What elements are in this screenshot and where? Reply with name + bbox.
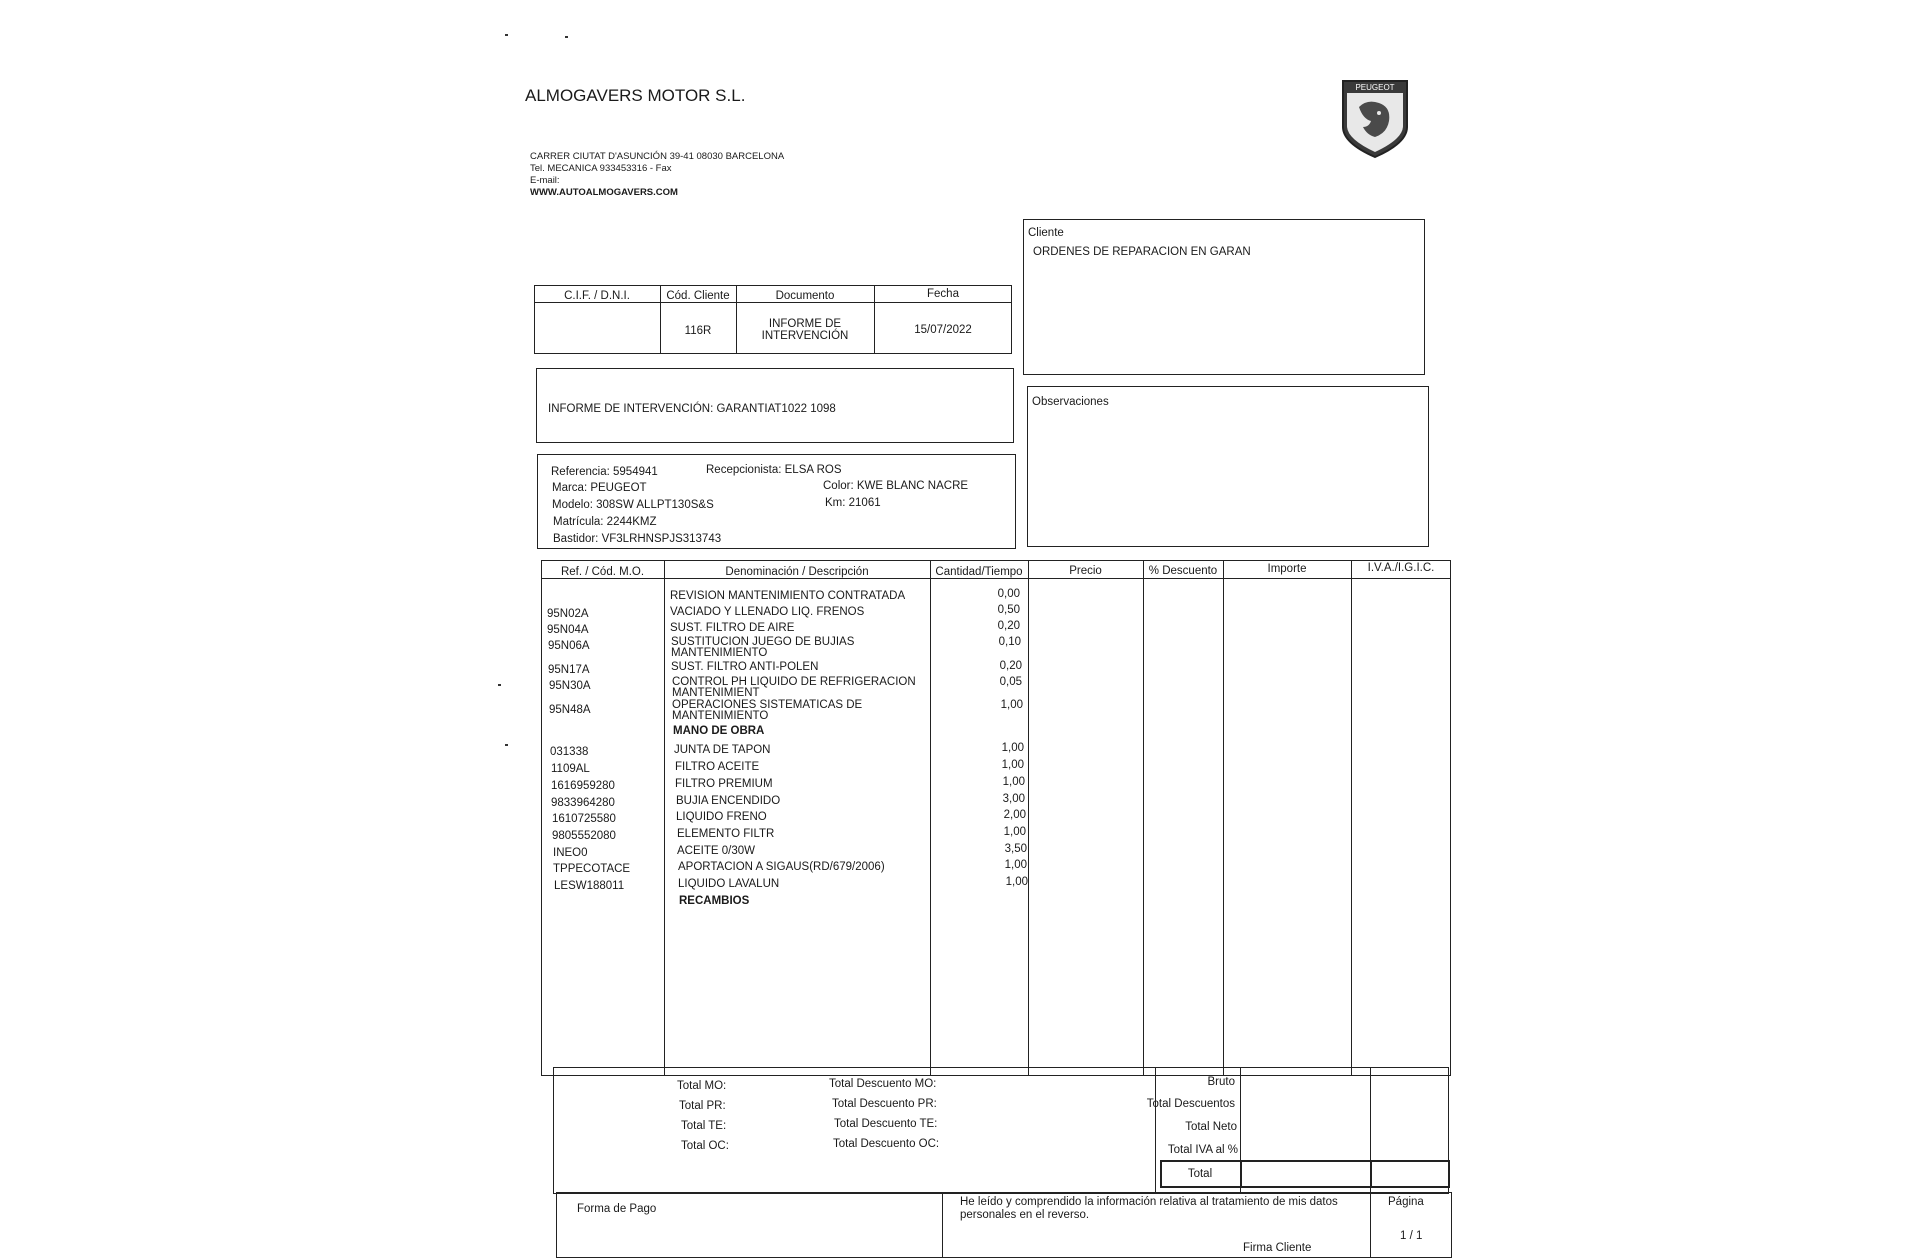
scan-speck	[498, 684, 501, 686]
line-desc: VACIADO Y LLENADO LIQ. FRENOS	[670, 606, 865, 618]
part-qty: 3,00	[1002, 793, 1025, 805]
cod-cliente-value: 116R	[684, 325, 712, 337]
vehicle-km: Km: 21061	[825, 497, 881, 509]
header-documento: Documento	[775, 290, 835, 302]
company-address: CARRER CIUTAT D'ASUNCIÓN 39-41 08030 BARCELONA	[530, 151, 785, 162]
col-header-ref: Ref. / Cód. M.O.	[560, 566, 645, 578]
company-name: ALMOGAVERS MOTOR S.L.	[525, 86, 746, 105]
part-qty: 1,00	[1002, 776, 1025, 788]
part-desc: BUJIA ENCENDIDO	[676, 795, 781, 807]
col-header-desc: Denominación / Descripción	[725, 566, 869, 578]
part-desc: APORTACION A SIGAUS(RD/679/2006)	[678, 861, 885, 873]
total-descuento-mo-label: Total Descuento MO:	[829, 1078, 937, 1090]
total-oc-label: Total OC:	[681, 1140, 729, 1152]
scan-speck	[565, 36, 568, 38]
col-header-precio: Precio	[1069, 565, 1102, 577]
scan-speck	[505, 34, 508, 36]
line-ref: 95N48A	[549, 704, 591, 716]
total-descuentos-label: Total Descuentos	[1146, 1098, 1235, 1110]
bruto-label: Bruto	[1207, 1076, 1235, 1088]
header-cod-cliente: Cód. Cliente	[666, 290, 730, 302]
pagina-label: Página	[1388, 1196, 1424, 1208]
vehicle-modelo: Modelo: 308SW ALLPT130S&S	[552, 499, 714, 511]
part-qty: 1,00	[1001, 742, 1024, 754]
vehicle-bastidor: Bastidor: VF3LRHNSPJS313743	[553, 533, 722, 545]
part-desc: ACEITE 0/30W	[677, 845, 755, 857]
company-web: WWW.AUTOALMOGAVERS.COM	[530, 187, 678, 198]
line-desc: SUST. FILTRO ANTI-POLEN	[671, 661, 819, 673]
observaciones-label: Observaciones	[1032, 396, 1109, 408]
part-qty: 1,00	[1004, 859, 1027, 871]
scan-speck	[505, 744, 508, 746]
total-row-sep	[1370, 1160, 1372, 1188]
company-email: E-mail:	[530, 175, 560, 186]
part-qty: 2,00	[1003, 809, 1026, 821]
recambios-label: RECAMBIOS	[679, 895, 750, 907]
line-qty: 0,50	[997, 604, 1020, 616]
vehicle-recepcionista: Recepcionista: ELSA ROS	[706, 464, 842, 476]
vehicle-matricula: Matrícula: 2244KMZ	[553, 516, 657, 528]
mano-de-obra-label: MANO DE OBRA	[673, 725, 765, 737]
line-desc: OPERACIONES SISTEMATICAS DE MANTENIMIENTO	[672, 699, 863, 722]
col-sep-precio	[1143, 560, 1144, 1076]
line-qty: 0,20	[997, 620, 1020, 632]
part-desc: ELEMENTO FILTR	[677, 828, 775, 840]
part-ref: 9805552080	[552, 830, 616, 842]
header-cif: C.I.F. / D.N.I.	[564, 290, 630, 302]
total-descuento-pr-label: Total Descuento PR:	[832, 1098, 937, 1110]
line-qty: 0,20	[999, 660, 1022, 672]
line-desc: SUSTITUCION JUEGO DE BUJIAS MANTENIMIENTO	[671, 636, 855, 659]
informe-text: INFORME DE INTERVENCIÓN: GARANTIAT1022 1098	[548, 403, 836, 415]
part-desc: FILTRO ACEITE	[675, 761, 760, 773]
col-header-importe: Importe	[1267, 563, 1307, 575]
line-qty: 0,00	[997, 588, 1020, 600]
part-desc: LIQUIDO FRENO	[676, 811, 767, 823]
col-header-qty: Cantidad/Tiempo	[935, 566, 1023, 578]
forma-de-pago-label: Forma de Pago	[577, 1203, 657, 1215]
col-sep-importe	[1351, 560, 1352, 1076]
part-ref: 031338	[550, 746, 589, 758]
part-qty: 1,00	[1001, 759, 1024, 771]
part-qty: 3,50	[1004, 843, 1027, 855]
documento-value: INFORME DE INTERVENCIÓN	[761, 318, 849, 342]
part-desc: JUNTA DE TAPON	[674, 744, 771, 756]
col-header-descuento: % Descuento	[1148, 565, 1218, 577]
part-qty: 1,00	[1005, 876, 1028, 888]
part-ref: 9833964280	[551, 797, 615, 809]
line-ref: 95N06A	[548, 640, 590, 652]
line-desc: CONTROL PH LIQUIDO DE REFRIGERACION MANTENIMIENT	[672, 676, 916, 699]
total-label: Total	[1187, 1168, 1213, 1180]
total-te-label: Total TE:	[681, 1120, 727, 1132]
footer-sep	[1370, 1192, 1371, 1258]
line-ref: 95N17A	[548, 664, 590, 676]
line-qty: 0,05	[999, 676, 1022, 688]
col-sep-qty	[1028, 560, 1029, 1076]
line-ref: 95N02A	[547, 608, 589, 620]
part-desc: FILTRO PREMIUM	[675, 778, 773, 790]
line-desc: SUST. FILTRO DE AIRE	[670, 622, 795, 634]
pagina-value: 1 / 1	[1400, 1230, 1423, 1242]
part-ref: 1109AL	[551, 763, 590, 775]
part-ref: 1616959280	[551, 780, 615, 792]
privacy-notice: He leído y comprendido la información relativa al tratamiento de mis datos personales en el reverso.	[960, 1196, 1338, 1221]
peugeot-logo-icon	[1339, 77, 1411, 159]
col-sep-descuento	[1223, 560, 1224, 1076]
observaciones-box	[1027, 386, 1429, 547]
footer-sep	[942, 1192, 943, 1258]
part-qty: 1,00	[1003, 826, 1026, 838]
cliente-box	[1023, 219, 1425, 375]
total-mo-label: Total MO:	[677, 1080, 727, 1092]
firma-cliente-label: Firma Cliente	[1243, 1242, 1312, 1254]
vehicle-color: Color: KWE BLANC NACRE	[823, 480, 969, 492]
part-desc: LIQUIDO LAVALUN	[678, 878, 780, 890]
part-ref: LESW188011	[554, 880, 625, 892]
cliente-label: Cliente	[1028, 227, 1064, 239]
total-iva-label: Total IVA al %	[1167, 1144, 1238, 1156]
total-pr-label: Total PR:	[679, 1100, 726, 1112]
line-ref: 95N04A	[547, 624, 589, 636]
line-qty: 1,00	[1000, 699, 1023, 711]
col-sep-ref	[664, 560, 665, 1076]
total-neto-label: Total Neto	[1185, 1121, 1237, 1133]
header-fecha: Fecha	[927, 288, 959, 300]
total-descuento-te-label: Total Descuento TE:	[834, 1118, 938, 1130]
total-descuento-oc-label: Total Descuento OC:	[833, 1138, 940, 1150]
vehicle-referencia: Referencia: 5954941	[551, 466, 658, 478]
company-phone: Tel. MECANICA 933453316 - Fax	[530, 163, 672, 174]
line-qty: 0,10	[998, 636, 1021, 648]
part-ref: 1610725580	[552, 813, 616, 825]
col-header-iva: I.V.A./I.G.I.C.	[1367, 562, 1435, 574]
part-ref: TPPECOTACE	[553, 863, 631, 875]
fecha-value: 15/07/2022	[914, 324, 972, 336]
cliente-value: ORDENES DE REPARACION EN GARAN	[1033, 246, 1251, 258]
part-ref: INEO0	[553, 847, 588, 859]
line-ref: 95N30A	[549, 680, 591, 692]
vehicle-marca: Marca: PEUGEOT	[552, 482, 647, 494]
total-row-sep	[1240, 1160, 1242, 1188]
line-desc: REVISION MANTENIMIENTO CONTRATADA	[670, 590, 906, 602]
logo-brand-text: PEUGEOT	[1355, 83, 1395, 92]
